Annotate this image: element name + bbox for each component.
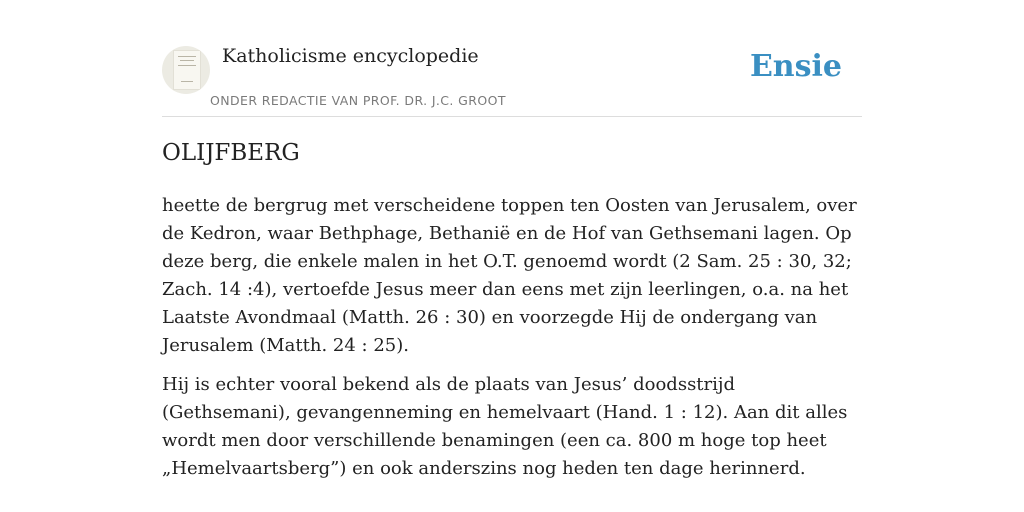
brand-logo[interactable]: Ensie bbox=[749, 49, 842, 84]
editor-subtitle: ONDER REDACTIE VAN PROF. DR. J.C. GROOT bbox=[210, 93, 506, 108]
encyclopedia-cover-icon[interactable] bbox=[162, 46, 210, 94]
book-cover-shape bbox=[173, 50, 201, 90]
entry-body bbox=[162, 192, 867, 494]
entry-title: OLIJFBERG bbox=[162, 140, 300, 166]
site-title[interactable]: Katholicisme encyclopedie bbox=[222, 45, 479, 67]
header bbox=[162, 40, 862, 117]
paragraph: heette de bergrug met verscheidene toppen ten Oosten van Jerusalem, over de Kedron, waar Bethphage, Bethanië en de Hof van Gethsemani lagen. Op deze berg, die enkele malen in het O.T. genoemd wordt (2 Sam. 25 : 30, 32; Zach. 14 :4), vertoefde Jesus meer dan eens met zijn leerlingen, o.a. na het Laatste Avondmaal (Matth. 26 : 30) en voorzegde Hij de ondergang van Jerusalem (Matth. 24 : 25). bbox=[162, 195, 857, 356]
paragraph: Hij is echter vooral bekend als de plaats van Jesus’ doodsstrijd (Gethsemani), gevangenneming en hemelvaart (Hand. 1 : 12). Aan dit alles wordt men door verschillende benamingen (een ca. 800 m hoge top heet „Hemelvaartsberg”) en ook anderszins nog heden ten dage herinnerd. bbox=[162, 374, 848, 479]
